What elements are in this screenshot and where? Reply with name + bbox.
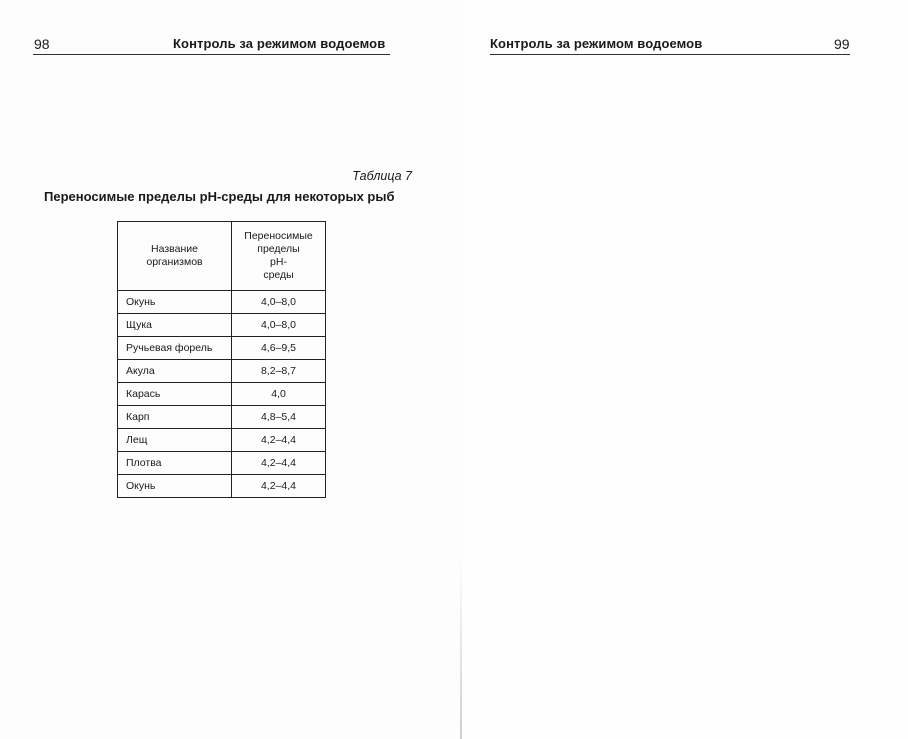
table-row	[118, 291, 326, 314]
ph-range: 4,0–8,0	[232, 314, 326, 337]
fish-name: Окунь	[118, 475, 232, 498]
fish-name: Карась	[118, 383, 232, 406]
table-row	[118, 452, 326, 475]
table-title: Переносимые пределы pH-среды для некоторых рыб	[44, 189, 395, 204]
table-number: Таблица 7	[352, 169, 412, 183]
running-head-left: Контроль за режимом водоемов	[173, 36, 386, 51]
table-row	[118, 337, 326, 360]
ph-range: 4,8–5,4	[232, 406, 326, 429]
column-header-ph-range	[232, 222, 326, 291]
ph-range: 4,2–4,4	[232, 475, 326, 498]
fish-name: Щука	[118, 314, 232, 337]
ph-range: 4,2–4,4	[232, 452, 326, 475]
header-line: Переносимые	[244, 230, 313, 242]
table-header-row	[118, 222, 326, 291]
ph-range: 4,0–8,0	[232, 291, 326, 314]
ph-range: 4,2–4,4	[232, 429, 326, 452]
ph-range: 4,0	[232, 383, 326, 406]
header-line: Название	[151, 243, 198, 255]
header-line: пределы	[257, 243, 300, 255]
page-number-left: 98	[34, 36, 50, 52]
fish-name: Лещ	[118, 429, 232, 452]
fish-name: Карп	[118, 406, 232, 429]
right-page	[462, 0, 908, 739]
fish-name: Плотва	[118, 452, 232, 475]
table-row	[118, 475, 326, 498]
column-header-organism	[118, 222, 232, 291]
header-line: организмов	[146, 256, 203, 268]
table-row	[118, 406, 326, 429]
table-row	[118, 383, 326, 406]
fish-name: Акула	[118, 360, 232, 383]
ph-range: 8,2–8,7	[232, 360, 326, 383]
header-rule-left	[33, 54, 390, 55]
table-row	[118, 429, 326, 452]
header-line: среды	[263, 269, 294, 281]
fish-name: Окунь	[118, 291, 232, 314]
running-head-right: Контроль за режимом водоемов	[490, 36, 703, 51]
ph-range: 4,6–9,5	[232, 337, 326, 360]
ph-tolerance-table	[117, 221, 326, 498]
header-rule-right	[490, 54, 850, 55]
table-row	[118, 314, 326, 337]
page-number-right: 99	[834, 36, 850, 52]
header-line: pH-	[270, 256, 287, 268]
table-row	[118, 360, 326, 383]
fish-name: Ручьевая форель	[118, 337, 232, 360]
